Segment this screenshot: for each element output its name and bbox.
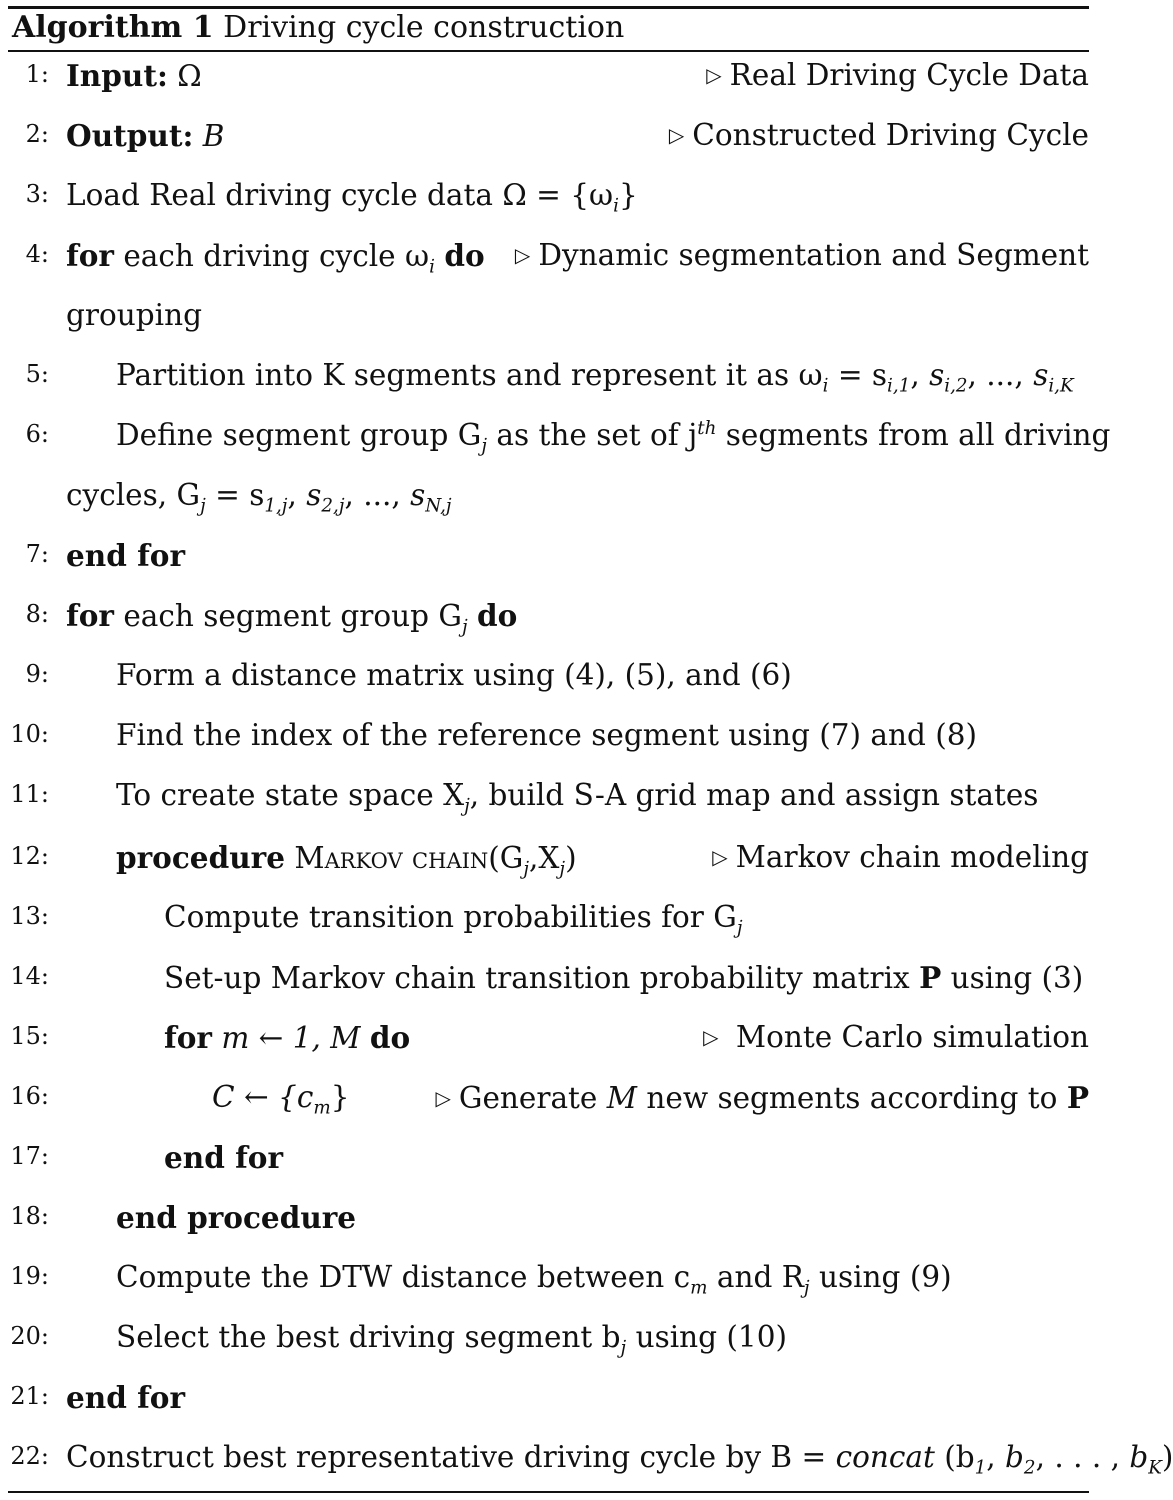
text: Select the best driving segment b bbox=[116, 1320, 621, 1354]
comment-text: Generate bbox=[458, 1081, 598, 1115]
line-1 bbox=[0, 58, 1097, 118]
comment-text: Monte Carlo simulation bbox=[735, 1020, 1089, 1054]
subscript: j bbox=[200, 495, 206, 517]
text: Compute the DTW distance between c bbox=[116, 1260, 691, 1294]
line-number: 10: bbox=[10, 720, 49, 748]
text: } bbox=[618, 178, 638, 212]
subscript: j bbox=[481, 435, 488, 457]
subscript: i,2 bbox=[944, 375, 968, 397]
line-5: 5: Partition into K segments and represent it as $\omega_i = s_{i,1}$, $s_{i,2}$, ..., $s_{i,K}$ bbox=[0, 358, 1097, 418]
keyword: do bbox=[369, 1020, 411, 1055]
line-14 bbox=[0, 960, 1097, 1020]
text: Compute transition probabilities for G bbox=[164, 900, 737, 934]
keyword: procedure bbox=[116, 840, 285, 875]
line-11 bbox=[0, 778, 1097, 838]
text: each driving cycle ω bbox=[123, 239, 430, 273]
subscript: i bbox=[822, 375, 829, 397]
math: = s bbox=[215, 478, 265, 512]
text: using (3) bbox=[950, 961, 1084, 995]
math: (b bbox=[944, 1440, 975, 1474]
line-number: 9: bbox=[25, 660, 49, 688]
subscript: m bbox=[313, 1097, 331, 1119]
line-number: 12: bbox=[10, 842, 49, 870]
text: using (9) bbox=[818, 1260, 952, 1294]
line-12 bbox=[0, 840, 1097, 900]
line-number: 11: bbox=[10, 780, 49, 808]
triangle-icon: ▷ bbox=[435, 1086, 451, 1110]
line-15 bbox=[0, 1020, 1097, 1080]
line-number: 13: bbox=[10, 902, 49, 930]
subscript: N,j bbox=[425, 495, 452, 517]
subscript: i,1 bbox=[887, 375, 911, 397]
line-number: 6: bbox=[25, 420, 49, 448]
algorithm-label: Algorithm 1 bbox=[12, 10, 214, 45]
text: Form a distance matrix using (4), (5), and (6) bbox=[116, 658, 792, 692]
subscript: j bbox=[461, 616, 468, 638]
comment-text: Markov chain modeling bbox=[735, 840, 1089, 874]
comment-text: new segments according to bbox=[646, 1081, 1058, 1115]
text: using (10) bbox=[635, 1320, 787, 1354]
algorithm-caption bbox=[12, 10, 624, 45]
keyword: do bbox=[444, 238, 485, 273]
math: (G bbox=[488, 841, 524, 875]
keyword: end for bbox=[66, 538, 186, 573]
math: } bbox=[330, 1080, 350, 1114]
matrix-symbol: P bbox=[919, 960, 942, 995]
keyword: end for bbox=[164, 1140, 284, 1175]
subscript: 1 bbox=[974, 1457, 987, 1479]
triangle-icon: ▷ bbox=[703, 1025, 719, 1049]
subscript: 1,j bbox=[264, 495, 288, 517]
line-6-continuation: cycles, $G_j = s_{1,j}$, $s_{2,j}$, ..., $s_{N,j}$ bbox=[66, 478, 452, 517]
line-number: 22: bbox=[10, 1442, 49, 1470]
line-number: 19: bbox=[10, 1262, 49, 1290]
text: each segment group G bbox=[123, 599, 462, 633]
math: M bbox=[606, 1081, 637, 1115]
comment bbox=[669, 118, 1089, 152]
text: Set-up Markov chain transition probability matrix bbox=[164, 961, 910, 995]
subscript: 2,j bbox=[321, 495, 345, 517]
line-16 bbox=[0, 1080, 1097, 1140]
line-10 bbox=[0, 718, 1097, 778]
line-number: 17: bbox=[10, 1142, 49, 1170]
subscript: i bbox=[613, 195, 619, 217]
keyword: for bbox=[66, 598, 114, 633]
subscript: 2 bbox=[1023, 1457, 1036, 1479]
subscript: i,K bbox=[1048, 375, 1074, 397]
subscript: j bbox=[736, 917, 743, 939]
line-13 bbox=[0, 900, 1097, 960]
procedure-name: Markov chain bbox=[294, 841, 489, 875]
triangle-icon: ▷ bbox=[514, 243, 531, 267]
triangle-icon: ▷ bbox=[712, 845, 728, 869]
superscript: th bbox=[697, 418, 717, 440]
line-number: 21: bbox=[10, 1382, 49, 1410]
line-number: 20: bbox=[10, 1322, 49, 1350]
line-18 bbox=[0, 1200, 1097, 1260]
top-rule bbox=[8, 6, 1089, 9]
text: and R bbox=[716, 1260, 804, 1294]
math: ,X bbox=[529, 841, 560, 875]
comment bbox=[515, 238, 1089, 272]
line-number: 3: bbox=[25, 180, 49, 208]
line-number: 8: bbox=[25, 600, 49, 628]
keyword: do bbox=[477, 598, 518, 633]
comment-text: Dynamic segmentation and Segment bbox=[538, 238, 1089, 272]
line-22: 22: Construct best representative driving cycle by B = concat ($b_1$, $b_2$, . . . , $b_K$) bbox=[0, 1440, 1097, 1500]
text: Partition into K segments and represent it as ω bbox=[116, 358, 823, 392]
line-number: 14: bbox=[10, 962, 49, 990]
triangle-icon: ▷ bbox=[668, 123, 685, 147]
subscript: m bbox=[690, 1277, 708, 1299]
math: B bbox=[202, 119, 225, 153]
text: segments from all driving bbox=[725, 418, 1111, 452]
subscript: j bbox=[620, 1337, 627, 1359]
line-number: 2: bbox=[25, 120, 49, 148]
text: Define segment group G bbox=[116, 418, 482, 452]
line-2 bbox=[0, 118, 1097, 178]
line-number: 16: bbox=[10, 1082, 49, 1110]
line-3 bbox=[0, 178, 1097, 238]
keyword: for bbox=[164, 1020, 212, 1055]
math: = s bbox=[837, 358, 888, 392]
comment-text: Constructed Driving Cycle bbox=[692, 118, 1089, 152]
text: , build S-A grid map and assign states bbox=[469, 778, 1039, 812]
line-20 bbox=[0, 1320, 1097, 1380]
line-21 bbox=[0, 1380, 1097, 1440]
subscript: i bbox=[429, 256, 435, 278]
subscript: j bbox=[803, 1277, 810, 1299]
line-number: 7: bbox=[25, 540, 49, 568]
line-17 bbox=[0, 1140, 1097, 1200]
keyword: end for bbox=[66, 1380, 186, 1415]
line-19 bbox=[0, 1260, 1097, 1320]
line-4-continuation: grouping bbox=[66, 298, 202, 332]
algorithm-title: Driving cycle construction bbox=[223, 10, 625, 45]
line-number: 4: bbox=[25, 240, 49, 268]
text: Construct best representative driving cycle by B = bbox=[66, 1440, 827, 1474]
line-number: 5: bbox=[25, 360, 49, 388]
keyword: for bbox=[66, 238, 114, 273]
text: as the set of j bbox=[496, 418, 698, 452]
comment bbox=[435, 1080, 1089, 1115]
line-4 bbox=[0, 238, 1097, 298]
keyword: Input: bbox=[66, 58, 168, 93]
math: ) bbox=[565, 841, 577, 875]
subscript: K bbox=[1148, 1457, 1162, 1479]
line-8 bbox=[0, 598, 1097, 658]
math: C ← {c bbox=[212, 1080, 314, 1114]
comment-text: Real Driving Cycle Data bbox=[729, 58, 1089, 92]
comment bbox=[712, 840, 1089, 874]
header-rule bbox=[8, 50, 1089, 52]
subscript: j bbox=[464, 795, 470, 817]
keyword: end procedure bbox=[116, 1200, 357, 1235]
line-number: 18: bbox=[10, 1202, 49, 1230]
subscript: j bbox=[523, 858, 530, 880]
text: Load Real driving cycle data Ω = {ω bbox=[66, 178, 614, 212]
line-7 bbox=[0, 538, 1097, 598]
line-number: 15: bbox=[10, 1022, 49, 1050]
text: Find the index of the reference segment using (7) and (8) bbox=[116, 718, 978, 752]
line-9 bbox=[0, 658, 1097, 718]
text: cycles, G bbox=[66, 478, 201, 512]
math: m ← 1, M bbox=[221, 1021, 361, 1055]
triangle-icon: ▷ bbox=[706, 63, 722, 87]
keyword: Output: bbox=[66, 118, 194, 153]
line-number: 1: bbox=[25, 60, 49, 88]
math: ) bbox=[1161, 1440, 1173, 1474]
line-6 bbox=[0, 418, 1111, 478]
bottom-rule bbox=[8, 1491, 1089, 1493]
comment bbox=[703, 1020, 1089, 1054]
subscript: j bbox=[559, 858, 566, 880]
comment bbox=[706, 58, 1089, 92]
function-name: concat bbox=[835, 1440, 935, 1474]
matrix-symbol: P bbox=[1066, 1080, 1089, 1115]
math: Ω bbox=[177, 59, 202, 93]
text: To create state space X bbox=[116, 778, 465, 812]
